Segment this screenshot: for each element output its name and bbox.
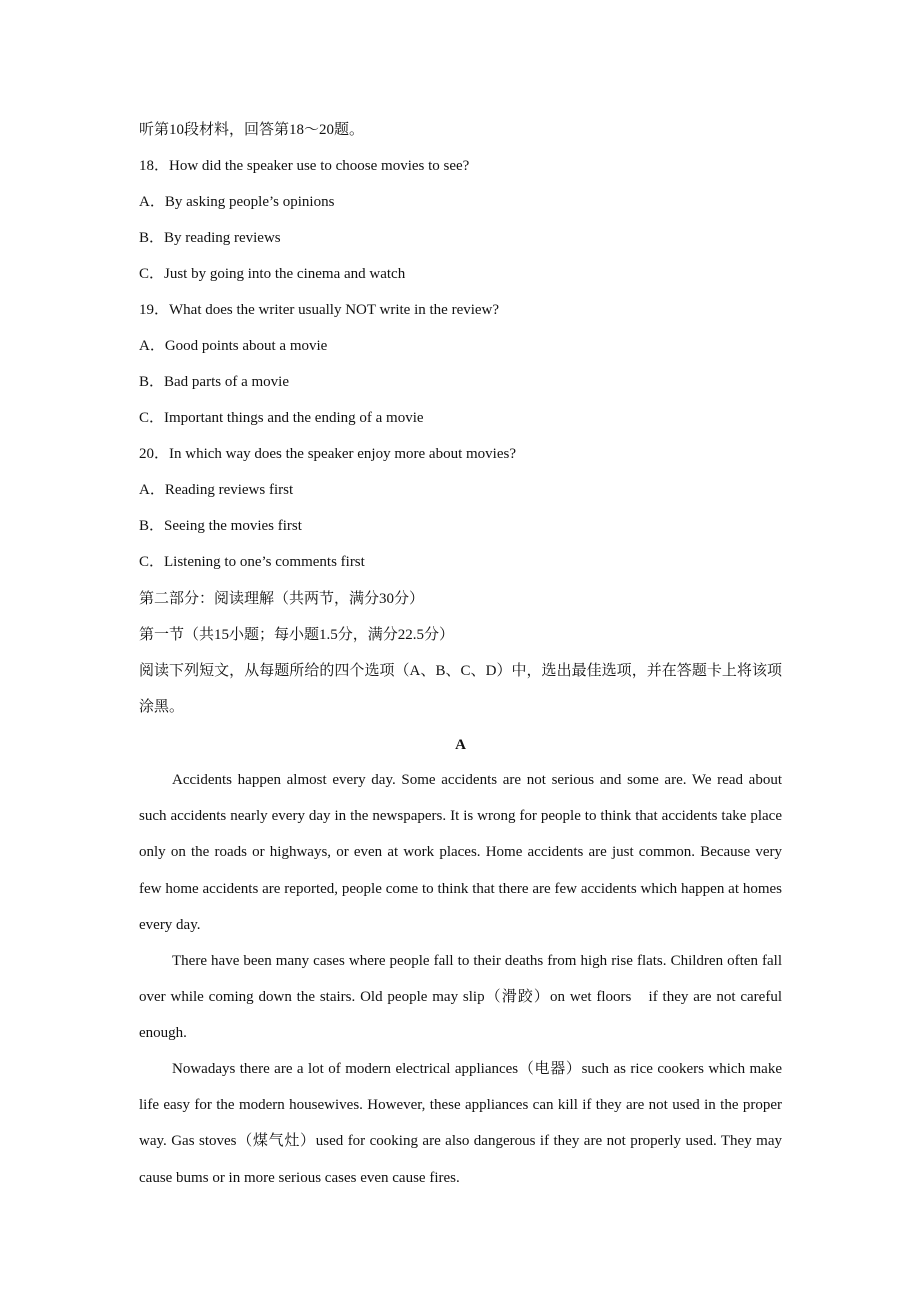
- reading-instruction: 阅读下列短文，从每题所给的四个选项（A、B、C、D）中，选出最佳选项，并在答题卡上将该项涂黑。: [139, 663, 782, 716]
- passage-paragraph-3: Nowadays there are a lot of modern electrical appliances（电器）such as rice cookers which make life easy for the modern housewives. However, these appliances can kill if they are not used in the proper way. Gas stoves（煤气灶）used for cooking are also dangerous if they are not properly used. They may cause bums or in more serious cases even cause fires.: [139, 1061, 782, 1186]
- question-20: 20．In which way does the speaker enjoy more about movies?: [139, 446, 516, 462]
- passage-paragraph-2: There have been many cases where people fall to their deaths from high rise flats. Children often fall over while coming down the stairs. Old people may slip（滑跤）on wet floors if they are not careful enough.: [139, 953, 782, 1042]
- question-19-option-a: A．Good points about a movie: [139, 338, 328, 354]
- question-18: 18．How did the speaker use to choose movies to see?: [139, 158, 470, 174]
- section-heading: 第一节（共15小题；每小题1.5分，满分22.5分）: [139, 627, 455, 643]
- question-19: 19．What does the writer usually NOT write in the review?: [139, 302, 500, 318]
- question-20-option-c: C．Listening to one’s comments first: [139, 554, 365, 570]
- question-18-option-a: A．By asking people’s opinions: [139, 194, 335, 210]
- question-19-option-b: B．Bad parts of a movie: [139, 374, 289, 390]
- question-20-option-b: B．Seeing the movies first: [139, 518, 302, 534]
- part2-heading: 第二部分：阅读理解（共两节，满分30分）: [139, 591, 425, 607]
- listening-intro: 听第10段材料，回答第18～20题。: [139, 122, 365, 138]
- question-18-option-c: C．Just by going into the cinema and watch: [139, 266, 406, 282]
- question-18-option-b: B．By reading reviews: [139, 230, 281, 246]
- passage-title: A: [455, 737, 466, 753]
- question-19-option-c: C．Important things and the ending of a movie: [139, 410, 424, 426]
- passage-paragraph-1: Accidents happen almost every day. Some accidents are not serious and some are. We read about such accidents nearly every day in the newspapers. It is wrong for people to think that accidents take place only on the roads or highways, or even at work places. Home accidents are just common. Because very few home accidents are reported, people come to think that there are few accidents which happen at homes every day.: [139, 772, 782, 933]
- question-20-option-a: A．Reading reviews first: [139, 482, 294, 498]
